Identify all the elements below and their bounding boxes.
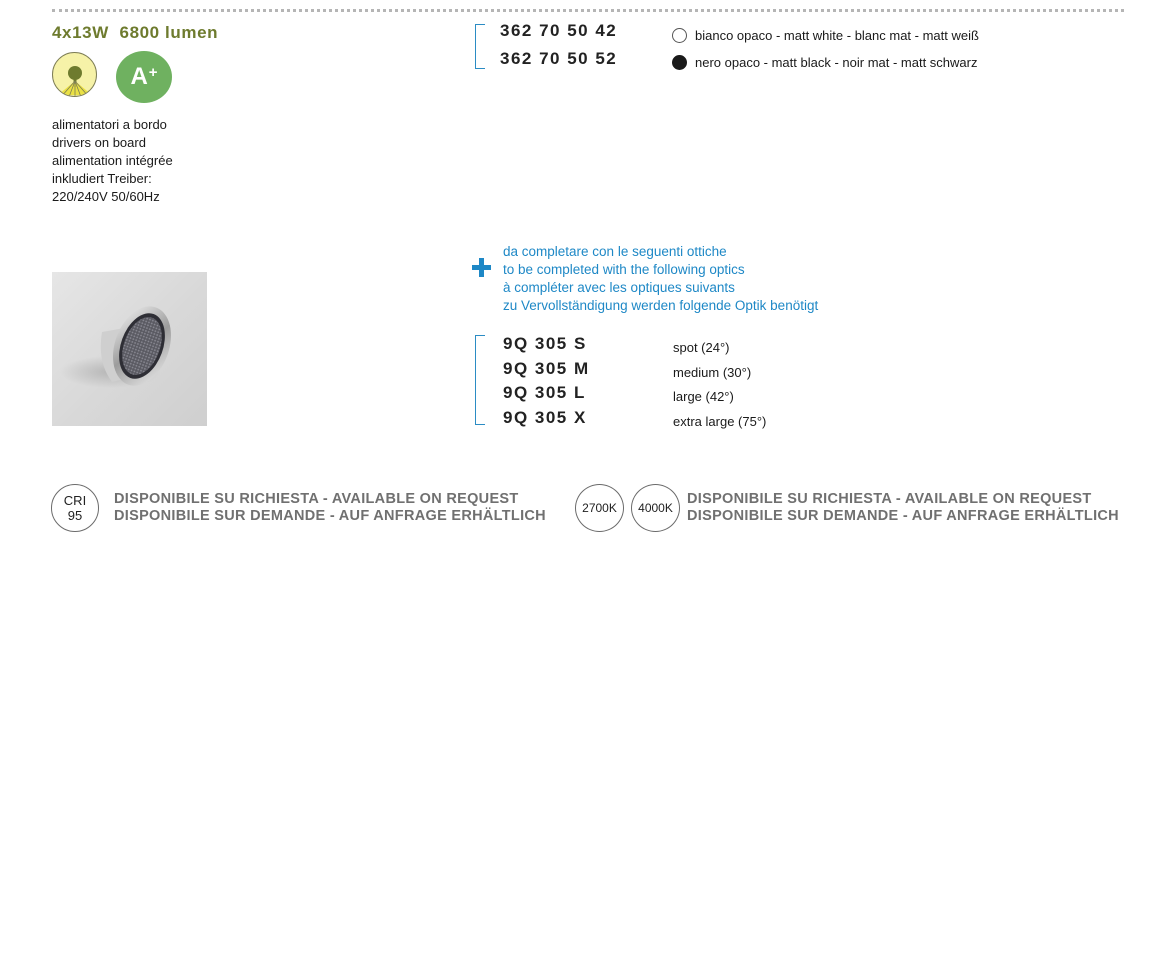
- cri-badge: [51, 484, 99, 532]
- availability-line: DISPONIBILE SU RICHIESTA - AVAILABLE ON REQUEST: [114, 491, 519, 507]
- optic-desc: extra large (75°): [673, 413, 767, 429]
- optics-note-line: to be completed with the following optics: [503, 262, 745, 277]
- optics-bracket: [475, 335, 485, 425]
- optic-code: 9Q 305 L: [503, 383, 586, 402]
- finish-label: bianco opaco - matt white - blanc mat - matt weiß: [695, 28, 979, 43]
- optics-note-line: zu Vervollständigung werden folgende Optik benötigt: [503, 298, 819, 313]
- led-lamp-icon: [52, 52, 97, 97]
- optic-codes: [503, 334, 590, 432]
- optic-desc: spot (24°): [673, 340, 730, 355]
- drivers-info: [52, 116, 173, 206]
- power-lumen-label: 4x13W 6800 lumen: [52, 23, 219, 42]
- optics-note: [503, 243, 818, 315]
- finish-row-white: [672, 22, 979, 49]
- color-temp-badge-2700k: [575, 484, 624, 532]
- finish-list: [672, 22, 979, 76]
- availability-line: DISPONIBILE SUR DEMANDE - AUF ANFRAGE ERHÄLTLICH: [114, 508, 546, 524]
- dotted-separator: [52, 9, 1124, 12]
- optic-code: 9Q 305 M: [503, 358, 590, 378]
- drivers-line: 220/240V 50/60Hz: [52, 189, 160, 204]
- optics-note-line: à compléter avec les optiques suivants: [503, 280, 735, 295]
- color-temp-label: 4000K: [638, 501, 673, 515]
- color-temp-badge-4000k: [631, 484, 680, 532]
- drivers-line: inkludiert Treiber:: [52, 171, 152, 186]
- product-code: 362 70 50 42: [500, 21, 618, 40]
- availability-line: DISPONIBILE SU RICHIESTA - AVAILABLE ON REQUEST: [687, 491, 1092, 507]
- energy-class-badge: [116, 51, 172, 103]
- cri-label: CRI: [63, 493, 87, 508]
- drivers-line: drivers on board: [52, 135, 146, 150]
- finish-row-black: [672, 49, 979, 76]
- cri-value: 95: [67, 508, 83, 523]
- codes-bracket: [475, 24, 485, 69]
- optic-desc: medium (30°): [673, 364, 752, 380]
- optic-code: 9Q 305 S: [503, 334, 587, 353]
- white-swatch-icon: [672, 28, 687, 43]
- product-codes: [500, 20, 617, 76]
- energy-class-plus: +: [148, 63, 158, 81]
- availability-note-cri: [114, 491, 546, 525]
- drivers-line: alimentation intégrée: [52, 153, 173, 168]
- black-swatch-icon: [672, 55, 687, 70]
- optic-code: 9Q 305 X: [503, 407, 587, 427]
- energy-class-letter: A: [130, 63, 148, 90]
- color-temp-label: 2700K: [582, 501, 617, 515]
- availability-line: DISPONIBILE SUR DEMANDE - AUF ANFRAGE ERHÄLTLICH: [687, 508, 1119, 524]
- optic-descriptions: [673, 339, 766, 437]
- drivers-line: alimentatori a bordo: [52, 117, 167, 132]
- plus-icon: [472, 258, 491, 277]
- finish-label: nero opaco - matt black - noir mat - matt schwarz: [695, 55, 978, 70]
- optic-desc: large (42°): [673, 389, 734, 404]
- availability-note-color-temp: [687, 491, 1119, 525]
- optics-note-line: da completare con le seguenti ottiche: [503, 244, 727, 259]
- optic-lens-image: [52, 272, 207, 426]
- product-code: 362 70 50 52: [500, 49, 618, 68]
